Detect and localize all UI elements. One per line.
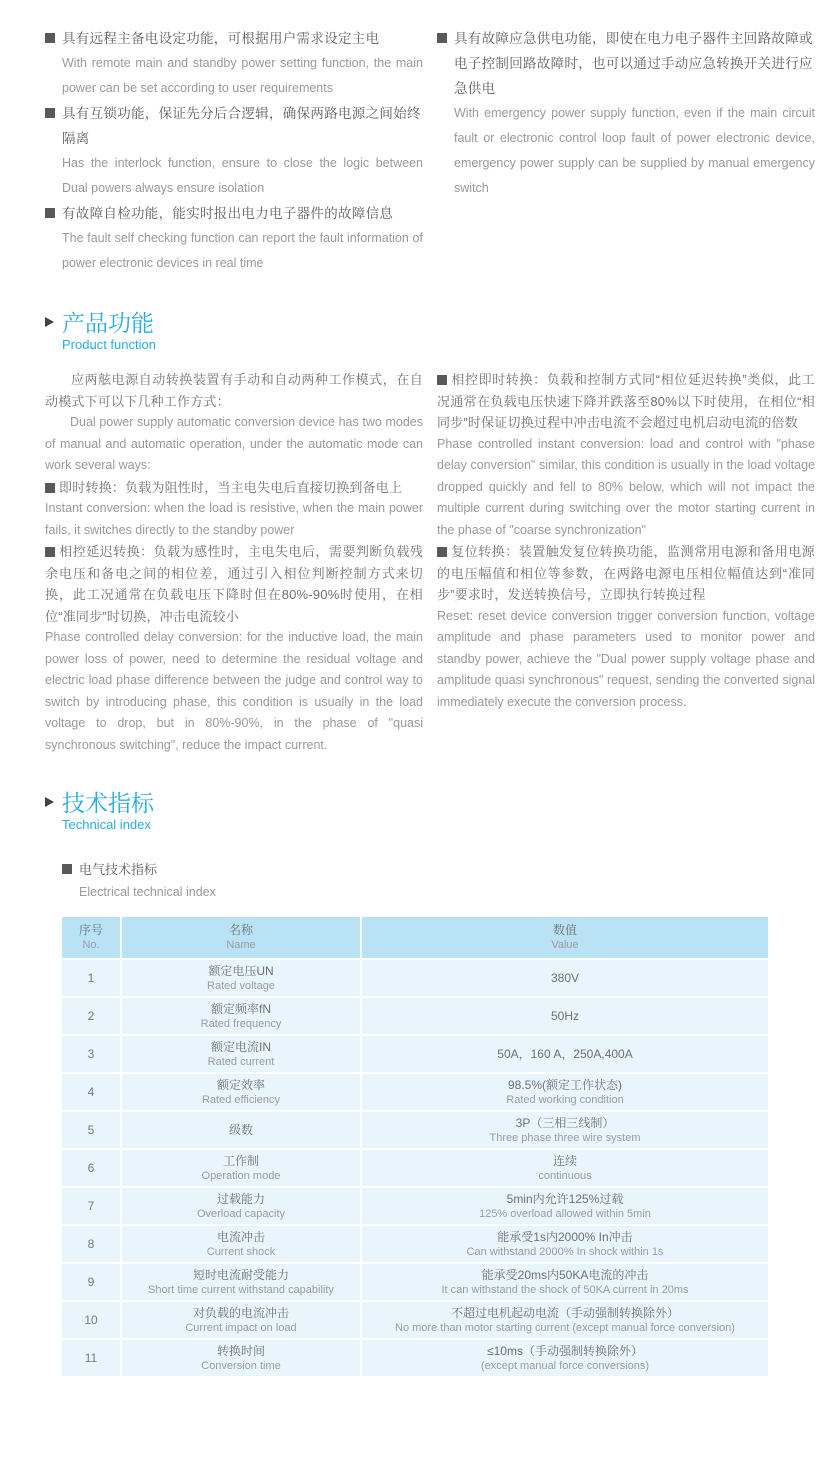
bullet-square-icon <box>45 108 55 118</box>
cell-name: 对负载的电流冲击 Current impact on load <box>122 1302 360 1338</box>
table-row <box>62 1074 768 1110</box>
feature-item <box>437 26 815 201</box>
technical-index-heading <box>0 790 830 833</box>
table-row <box>62 1150 768 1186</box>
feature-en: The fault self checking function can report the fault information of power electronic devices in real time <box>62 231 423 270</box>
feature-zh: 具有互锁功能，保证先分后合逻辑，确保两路电源之间始终隔离 <box>62 106 421 146</box>
table-row <box>62 1226 768 1262</box>
section-title-zh: 技术指标 <box>62 790 154 816</box>
product-function-body <box>0 369 830 756</box>
product-function-heading <box>0 310 830 353</box>
bullet-square-icon <box>437 547 447 557</box>
table-header-row <box>62 917 768 958</box>
cell-value: 3P（三相三线制） Three phase three wire system <box>362 1112 768 1148</box>
table-row <box>62 960 768 996</box>
table-row <box>62 998 768 1034</box>
cell-name: 额定频率fN Rated frequency <box>122 998 360 1034</box>
cell-name: 额定电流IN Rated current <box>122 1036 360 1072</box>
pf-bullet-en: Phase controlled instant conversion: load and control with "phase delay conversion" similar, this condition is usually in the load voltage dropped quickly and fell to 80% below, which will not impact the multiple current during switching over the motor starting current in the phase of "coarse synchronization" <box>437 436 815 537</box>
pf-bullet-zh: 相控延迟转换：负载为感性时，主电失电后，需要判断负载残余电压和备电之间的相位差，通过引入相位判断控制方式来切换，此工况通常在负载电压下降时但在80%-90%时使用，在相位“准同步”时切换，冲击电流较小 <box>45 544 423 624</box>
feature-item <box>45 26 423 101</box>
feature-column-left <box>45 26 423 276</box>
cell-value: 5min内允许125%过载 125% overload allowed within 5min <box>362 1188 768 1224</box>
bullet-square-icon <box>45 33 55 43</box>
section-title-zh: 产品功能 <box>62 310 154 336</box>
bullet-square-icon <box>62 864 72 874</box>
bullet-square-icon <box>437 375 447 385</box>
bullet-square-icon <box>45 483 55 493</box>
cell-no: 8 <box>62 1226 120 1262</box>
feature-item <box>45 101 423 201</box>
section-arrow-icon <box>45 317 54 327</box>
pf-bullet-zh: 复位转换：装置触发复位转换功能，监测常用电源和备用电源的电压幅值和相位等参数，在两路电源电压相位幅值达到“准同步”要求时，发送转换信号，立即执行转换过程 <box>437 544 815 602</box>
cell-value: 能承受1s内2000% In冲击 Can withstand 2000% In shock within 1s <box>362 1226 768 1262</box>
pf-intro-zh: 应两舷电源自动转换装置有手动和自动两种工作模式，在自动模式下可以下几种工作方式： <box>45 372 423 409</box>
table-row <box>62 1112 768 1148</box>
feature-item <box>45 201 423 276</box>
table-row <box>62 1036 768 1072</box>
cell-name: 工作制 Operation mode <box>122 1150 360 1186</box>
cell-name: 额定效率 Rated efficiency <box>122 1074 360 1110</box>
pf-column-left <box>45 369 423 756</box>
cell-value: 连续 continuous <box>362 1150 768 1186</box>
feature-zh: 具有故障应急供电功能，即使在电力电子器件主回路故障或电子控制回路故障时，也可以通过手动应急转换开关进行应急供电 <box>454 31 813 96</box>
cell-value: 能承受20ms内50KA电流的冲击 It can withstand the shock of 50KA current in 20ms <box>362 1264 768 1300</box>
feature-en: Has the interlock function, ensure to close the logic between Dual powers always ensure isolation <box>62 156 423 195</box>
cell-no: 10 <box>62 1302 120 1338</box>
cell-name: 过载能力 Overload capacity <box>122 1188 360 1224</box>
section-title-en: Product function <box>62 337 156 352</box>
cell-name: 级数 <box>122 1112 360 1148</box>
pf-column-right <box>437 369 815 756</box>
cell-value: 50A，160 A，250A,400A <box>362 1036 768 1072</box>
table-row <box>62 1264 768 1300</box>
cell-no: 4 <box>62 1074 120 1110</box>
cell-name: 短时电流耐受能力 Short time current withstand capability <box>122 1264 360 1300</box>
bullet-square-icon <box>45 208 55 218</box>
subsection-en: Electrical technical index <box>79 885 216 899</box>
table-row <box>62 1302 768 1338</box>
pf-bullet-en: Phase controlled delay conversion: for the inductive load, the main power loss of power, need to determine the residual voltage and electric load phase difference between the judge and control way to switch by introducing phase, this condition is usually in the load voltage to drop, but in 80%-90%, in the phase of "quasi synchronous switching", reduce the impact current. <box>45 630 423 752</box>
cell-no: 11 <box>62 1340 120 1376</box>
cell-name: 额定电压UN Rated voltage <box>122 960 360 996</box>
cell-value: 不超过电机起动电流（手动强制转换除外） No more than motor starting current (except manual force conversion) <box>362 1302 768 1338</box>
cell-value: 380V <box>362 960 768 996</box>
pf-bullet-zh: 即时转换：负载为阻性时，当主电失电后直接切换到备电上 <box>45 477 423 499</box>
cell-no: 5 <box>62 1112 120 1148</box>
cell-no: 7 <box>62 1188 120 1224</box>
pf-bullet-zh: 相控即时转换：负载和控制方式同“相位延迟转换”类似，此工况通常在负载电压快速下降并跌落至80%以下时使用，在相位“相同步”时保证切换过程中冲击电流不会超过电机启动电流的倍数 <box>437 372 815 430</box>
electrical-spec-table <box>60 915 770 1378</box>
subsection-zh: 电气技术指标 <box>79 862 158 877</box>
header-value: 数值 Value <box>362 917 768 958</box>
cell-no: 1 <box>62 960 120 996</box>
cell-name: 转换时间 Conversion time <box>122 1340 360 1376</box>
pf-intro-en: Dual power supply automatic conversion device has two modes of manual and automatic operation, under the automatic mode can work several ways: <box>45 415 423 472</box>
pf-bullet-en: Reset: reset device conversion trigger conversion function, voltage amplitude and phase parameters used to monitor power and standby power, achieve the "Dual power supply voltage phase and amplitude quasi synchronous" request, sending the converted signal immediately execute the conversion process. <box>437 608 815 709</box>
feature-en: With remote main and standby power setting function, the main power can be set according to user requirements <box>62 56 423 95</box>
cell-no: 3 <box>62 1036 120 1072</box>
table-row <box>62 1188 768 1224</box>
feature-column-right <box>437 26 815 276</box>
feature-list-section <box>0 0 830 276</box>
cell-value: ≤10ms（手动强制转换除外） (except manual force conversions) <box>362 1340 768 1376</box>
feature-zh: 有故障自检功能，能实时报出电力电子器件的故障信息 <box>62 206 394 221</box>
cell-value: 98.5%(额定工作状态) Rated working condition <box>362 1074 768 1110</box>
header-name: 名称 Name <box>122 917 360 958</box>
cell-no: 9 <box>62 1264 120 1300</box>
table-row <box>62 1340 768 1376</box>
bullet-square-icon <box>437 33 447 43</box>
pf-bullet-en: Instant conversion: when the load is resistive, when the main power fails, it switches directly to the standby power <box>45 501 423 537</box>
cell-value: 50Hz <box>362 998 768 1034</box>
feature-zh: 具有远程主备电设定功能，可根据用户需求设定主电 <box>62 31 380 46</box>
bullet-square-icon <box>45 547 55 557</box>
cell-name: 电流冲击 Current shock <box>122 1226 360 1262</box>
section-title-en: Technical index <box>62 817 151 832</box>
cell-no: 6 <box>62 1150 120 1186</box>
feature-en: With emergency power supply function, even if the main circuit fault or electronic control loop fault of power electronic device, emergency power supply can be supplied by manual emergency switch <box>454 106 815 195</box>
section-arrow-icon <box>45 797 54 807</box>
header-no: 序号 No. <box>62 917 120 958</box>
electrical-technical-index-subheading <box>0 859 830 903</box>
cell-no: 2 <box>62 998 120 1034</box>
